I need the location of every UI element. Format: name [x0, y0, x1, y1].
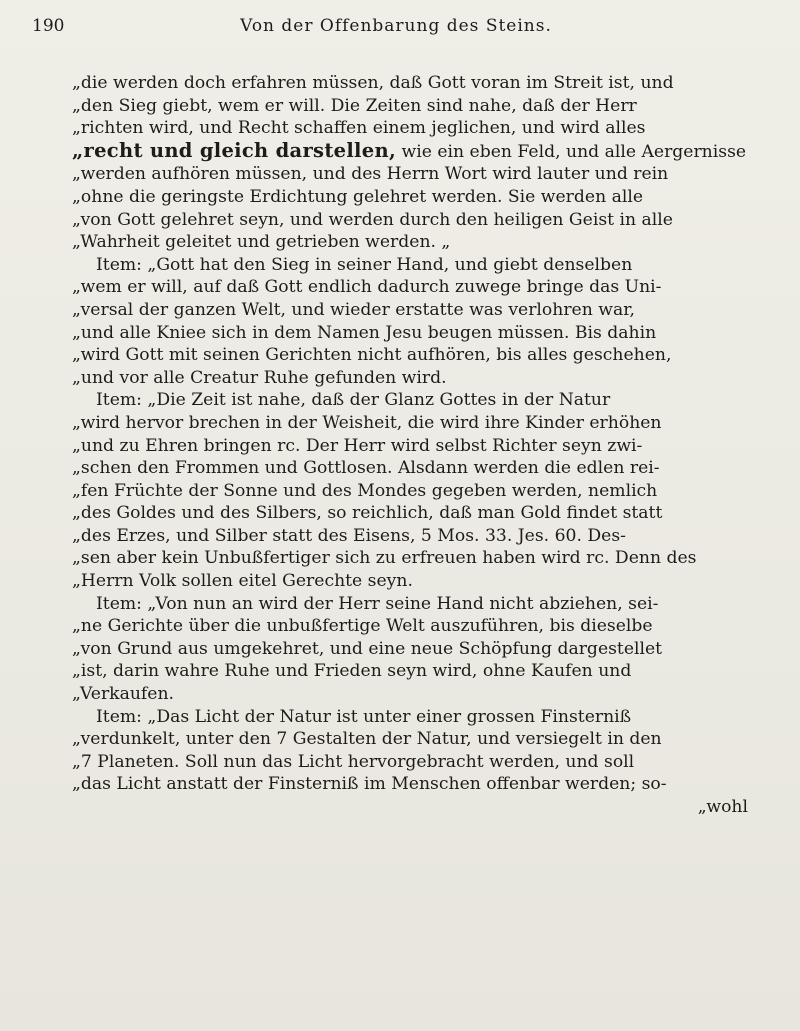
paragraph: [72, 706, 748, 796]
text-line: „des Erzes, und Silber statt des Eisens, 5 Mos. 33. Jes. 60. Des-: [72, 525, 626, 546]
paragraph: [72, 72, 748, 254]
text-line: „ist, darin wahre Ruhe und Frieden seyn wird, ohne Kaufen und: [72, 661, 632, 682]
text-line: „und vor alle Creatur Ruhe gefunden wird.: [72, 367, 447, 388]
text-line: „verdunkelt, unter den 7 Gestalten der Natur, und versiegelt in den: [72, 729, 662, 750]
text-line: „Verkaufen.: [72, 684, 174, 705]
text-line: „ohne die geringste Erdichtung gelehret werden. Sie werden alle: [72, 186, 644, 207]
text-line: „wird Gott mit seinen Gerichten nicht aufhören, bis alles geschehen,: [72, 345, 672, 366]
text-line: „recht und gleich darstellen, wie ein eben Feld, und alle Aergernisse: [72, 139, 747, 162]
page-header: [32, 12, 760, 42]
paragraph: [72, 593, 748, 706]
text-line: „schen den Frommen und Gottlosen. Alsdann werden die edlen rei-: [72, 458, 660, 479]
body-text: [72, 72, 748, 819]
text-line: „den Sieg giebt, wem er will. Die Zeiten sind nahe, daß der Herr: [72, 95, 637, 116]
running-head: Von der Offenbarung des Steins.: [240, 16, 552, 36]
text-line: „wem er will, auf daß Gott endlich dadurch zuwege bringe das Uni-: [72, 277, 662, 298]
text-line: „des Goldes und des Silbers, so reichlich, daß man Gold findet statt: [72, 503, 663, 524]
text-line: Item: „Von nun an wird der Herr seine Hand nicht abziehen, sei-: [96, 593, 659, 614]
page-number: 190: [32, 16, 65, 36]
text-line: Item: „Die Zeit ist nahe, daß der Glanz Gottes in der Natur: [96, 390, 611, 411]
text-line: „das Licht anstatt der Finsterniß im Menschen offenbar werden; so-: [72, 774, 667, 795]
text-line: „und zu Ehren bringen rc. Der Herr wird selbst Richter seyn zwi-: [72, 435, 643, 456]
text-line: Item: „Gott hat den Sieg in seiner Hand, und giebt denselben: [96, 254, 633, 275]
text-line: „versal der ganzen Welt, und wieder erstatte was verlohren war,: [72, 299, 635, 320]
paragraph: [72, 389, 748, 592]
text-line: „wird hervor brechen in der Weisheit, die wird ihre Kinder erhöhen: [72, 412, 662, 433]
catchword: „wohl: [697, 797, 748, 817]
text-line: „werden aufhören müssen, und des Herrn Wort wird lauter und rein: [72, 164, 669, 185]
text-line: „ne Gerichte über die unbußfertige Welt auszuführen, bis dieselbe: [72, 616, 653, 637]
text-line: „von Grund aus umgekehret, und eine neue Schöpfung dargestellet: [72, 638, 663, 659]
text-line: „richten wird, und Recht schaffen einem jeglichen, und wird alles: [72, 118, 646, 139]
text-line: „sen aber kein Unbußfertiger sich zu erfreuen haben wird rc. Denn des: [72, 548, 697, 569]
text-line: „die werden doch erfahren müssen, daß Gott voran im Streit ist, und: [72, 73, 674, 93]
text-line: „und alle Kniee sich in dem Namen Jesu beugen müssen. Bis dahin: [72, 322, 657, 343]
text-line: „von Gott gelehret seyn, und werden durch den heiligen Geist in alle: [72, 209, 673, 230]
paragraph: [72, 254, 748, 390]
text-line: „Herrn Volk sollen eitel Gerechte seyn.: [72, 571, 413, 592]
text-line: „fen Früchte der Sonne und des Mondes gegeben werden, nemlich: [72, 480, 658, 501]
text-line: „Wahrheit geleitet und getrieben werden. „: [72, 232, 451, 253]
text-line: „7 Planeten. Soll nun das Licht hervorgebracht werden, und soll: [72, 751, 635, 772]
text-line: Item: „Das Licht der Natur ist unter einer grossen Finsterniß: [96, 706, 632, 727]
